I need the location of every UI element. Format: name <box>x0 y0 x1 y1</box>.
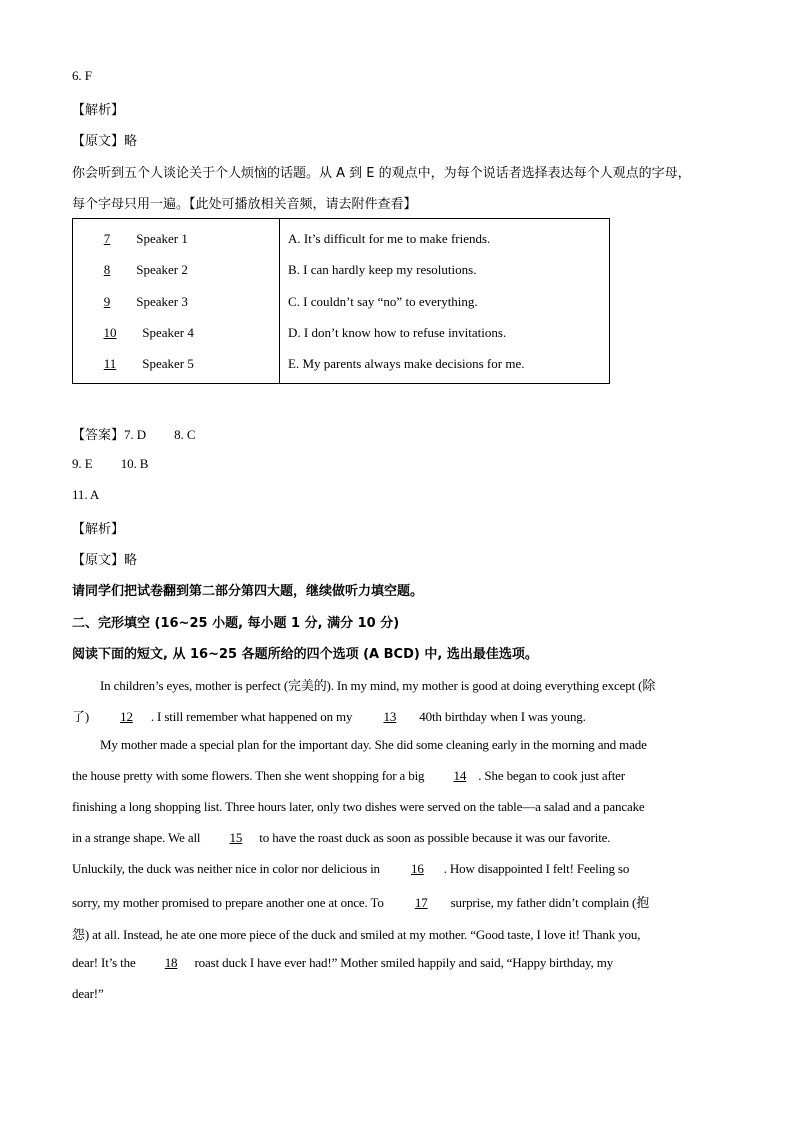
answer-label: 【答案】 <box>72 428 125 443</box>
passage-line: My mother made a special plan for the important day. She did some cleaning early in the morning and made <box>100 737 647 752</box>
passage-line: Unluckily, the duck was neither nice in color nor delicious in 16 . How disappointed I felt! Feeling so <box>72 861 630 876</box>
answer-line-2 <box>72 456 148 472</box>
answer-blank-11[interactable]: 11 <box>103 356 117 371</box>
passage-line: 了) 12 . I still remember what happened on my 13 40th birthday when I was young. <box>72 709 586 724</box>
blank-12[interactable]: 12 <box>120 709 133 724</box>
speaker-label: Speaker 4 <box>142 325 194 340</box>
option-d: D. I don’t know how to refuse invitations. <box>288 325 507 340</box>
original-text-label: 【原文】略 <box>72 553 138 568</box>
speaker-label: Speaker 3 <box>136 294 188 309</box>
answer-blank-9[interactable]: 9 <box>103 294 111 309</box>
instruction-line-2: 每个字母只用一遍。【此处可播放相关音频，请去附件查看】 <box>72 197 417 212</box>
answer-9: 9. E <box>72 456 93 471</box>
speaker-row <box>81 262 188 278</box>
speaker-label: Speaker 5 <box>142 356 194 371</box>
analysis-label: 【解析】 <box>72 103 125 118</box>
answer-8: 8. C <box>174 427 196 442</box>
passage-line: dear!” <box>72 986 104 1001</box>
matching-table <box>72 218 610 384</box>
passage-line: sorry, my mother promised to prepare another one at once. To 17 surprise, my father didn’t complain (抱 <box>72 895 650 910</box>
speaker-row <box>81 356 194 372</box>
speaker-label: Speaker 2 <box>136 262 188 277</box>
option-a: A. It’s difficult for me to make friends. <box>288 231 491 246</box>
speaker-label: Speaker 1 <box>136 231 188 246</box>
options-column <box>280 219 610 384</box>
answer-line-1 <box>72 424 195 443</box>
speaker-row <box>81 325 194 341</box>
blank-13[interactable]: 13 <box>383 709 397 724</box>
passage-line: 怨) at all. Instead, he ate one more piece of the duck and smiled at my mother. “Good taste, I love it! Thank you, <box>72 927 641 942</box>
instruction-line-1: 你会听到五个人谈论关于个人烦恼的话题。从 A 到 E 的观点中，为每个说话者选择表达每个人观点的字母， <box>72 166 691 181</box>
blank-16[interactable]: 16 <box>411 861 424 876</box>
section-title: 二、完形填空 (16~25 小题, 每小题 1 分, 满分 10 分) <box>72 616 400 631</box>
passage-line: finishing a long shopping list. Three hours later, only two dishes were served on the table—a salad and a pancake <box>72 799 645 814</box>
answer-10: 10. B <box>120 456 149 471</box>
option-b: B. I can hardly keep my resolutions. <box>288 262 477 277</box>
original-text-label: 【原文】略 <box>72 134 138 149</box>
analysis-label: 【解析】 <box>72 522 125 537</box>
section-directions: 阅读下面的短文, 从 16~25 各题所给的四个选项 (A BCD) 中, 选出最佳选项。 <box>72 647 538 662</box>
answer-blank-10[interactable]: 10 <box>103 325 117 340</box>
question-6-answer: 6. F <box>72 68 92 83</box>
blank-14[interactable]: 14 <box>453 768 467 783</box>
answer-blank-8[interactable]: 8 <box>103 262 111 277</box>
option-e: E. My parents always make decisions for me. <box>288 356 525 371</box>
blank-15[interactable]: 15 <box>229 830 243 845</box>
passage-line: the house pretty with some flowers. Then she went shopping for a big 14 . She began to cook just after <box>72 768 625 783</box>
option-c: C. I couldn’t say “no” to everything. <box>288 294 478 309</box>
speaker-row <box>81 231 188 247</box>
blank-17[interactable]: 17 <box>414 895 428 910</box>
passage-line: dear! It’s the 18 roast duck I have ever had!” Mother smiled happily and said, “Happy birthday, my <box>72 955 614 970</box>
answer-blank-7[interactable]: 7 <box>103 231 111 246</box>
speaker-row <box>81 294 188 310</box>
blank-18[interactable]: 18 <box>164 955 178 970</box>
speakers-column <box>73 219 280 384</box>
passage-line: In children’s eyes, mother is perfect (完美的). In my mind, my mother is good at doing everything except (除 <box>100 678 656 693</box>
answer-11: 11. A <box>72 487 100 502</box>
notice-text: 请同学们把试卷翻到第二部分第四大题，继续做听力填空题。 <box>72 584 424 599</box>
answer-7: 7. D <box>124 427 147 442</box>
passage-line: in a strange shape. We all 15 to have the roast duck as soon as possible because it was our favorite. <box>72 830 611 845</box>
